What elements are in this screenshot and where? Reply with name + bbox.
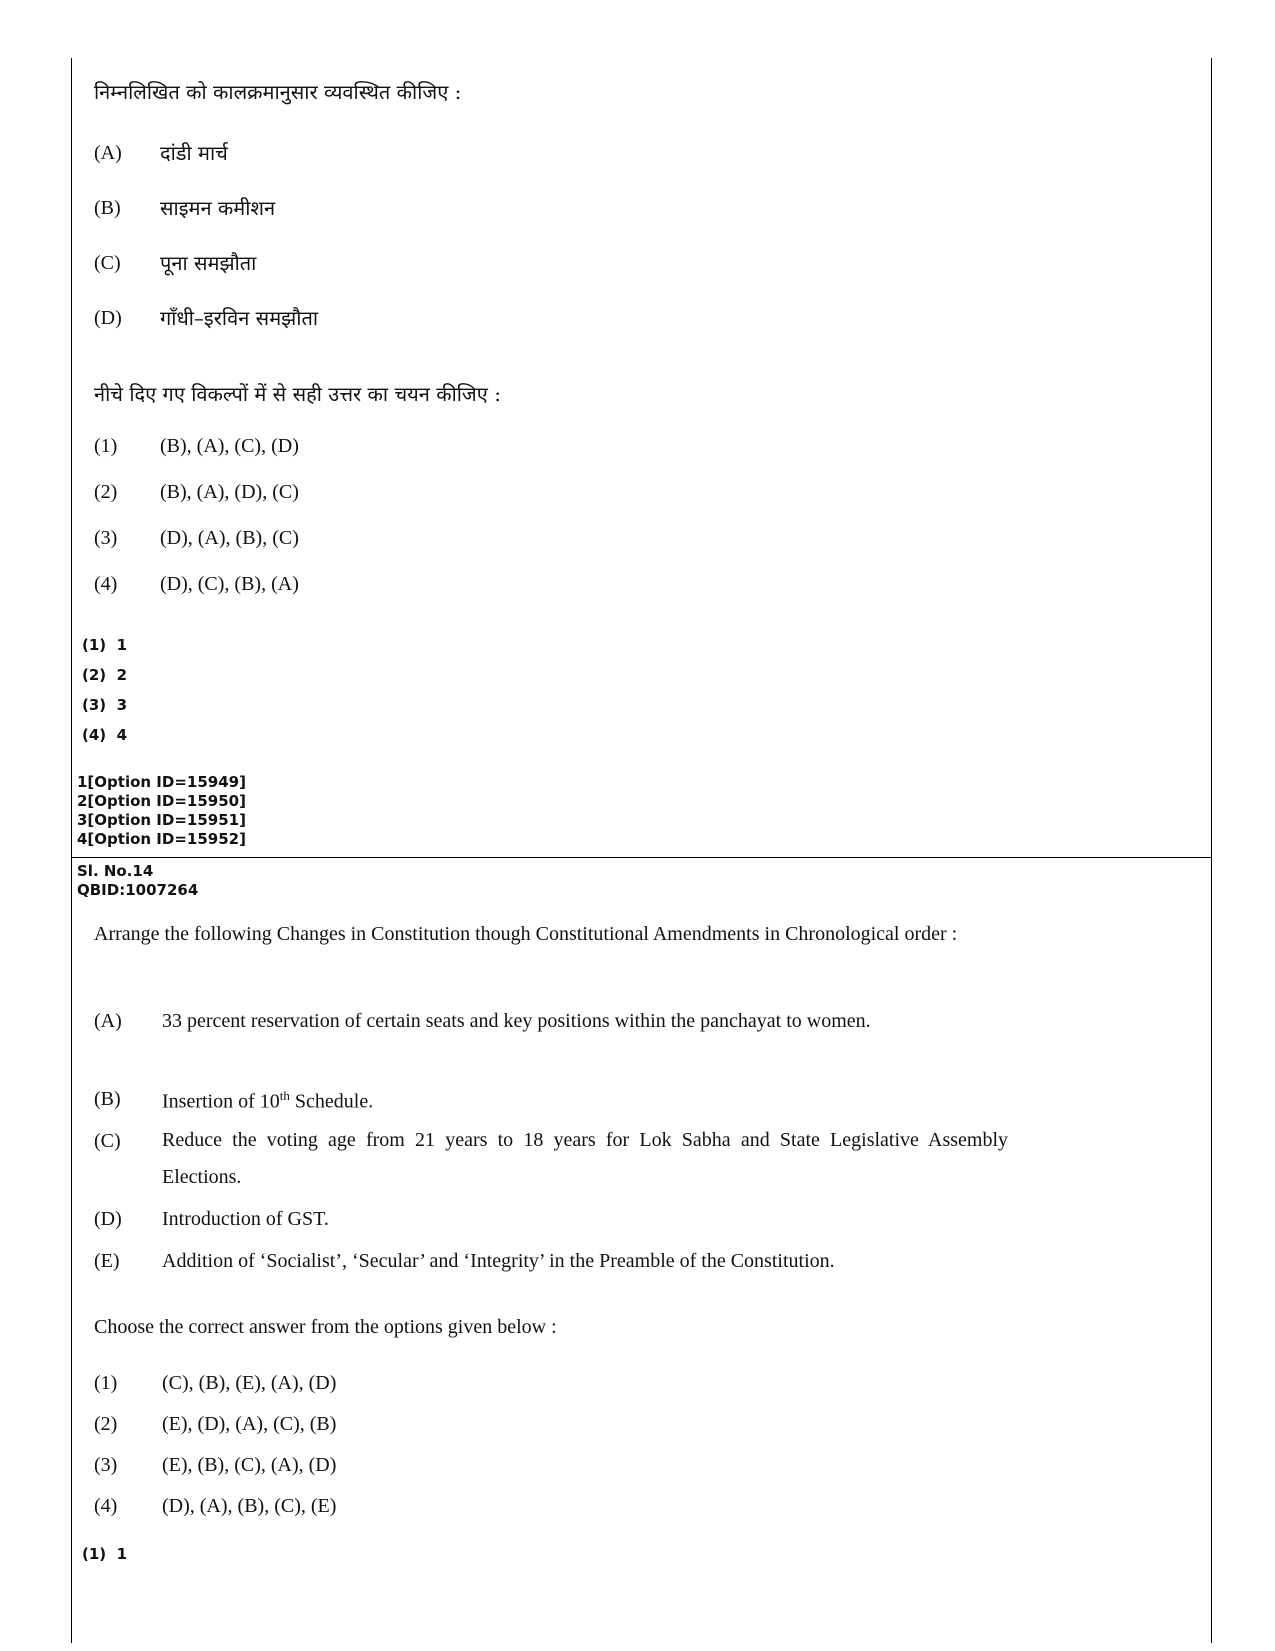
- q14-choice-text: (D), (A), (B), (C), (E): [162, 1495, 337, 1517]
- answer-value: 1: [116, 1545, 128, 1563]
- q14-stem: Arrange the following Changes in Constitution though Constitutional Amendments in Chronological order :: [94, 923, 958, 945]
- q13-item-text: साइमन कमीशन: [160, 196, 276, 220]
- answer-value: 2: [116, 666, 128, 684]
- option-id: 3[Option ID=15951]: [77, 811, 246, 829]
- q13-choice-text: (B), (A), (D), (C): [160, 481, 299, 503]
- q13-item-text: पूना समझौता: [160, 251, 257, 275]
- q14-answer-option[interactable]: [82, 1545, 127, 1563]
- right-border-line: [1211, 58, 1212, 1643]
- qbid: QBID:1007264: [77, 881, 199, 899]
- q14-item-text-part: Insertion of 10: [162, 1090, 280, 1113]
- q13-answer-option[interactable]: [82, 696, 127, 714]
- q14-item-text: 33 percent reservation of certain seats and key positions within the panchayat to women.: [162, 1010, 871, 1032]
- question-divider: [71, 857, 1212, 858]
- q14-item-text-part: Schedule.: [289, 1090, 374, 1113]
- q13-stem: निम्नलिखित को कालक्रमानुसार व्यवस्थित कीजिए :: [94, 80, 462, 104]
- left-border-line: [71, 58, 72, 1643]
- q14-choice-text: (C), (B), (E), (A), (D): [162, 1372, 337, 1394]
- q14-item-label: (C): [94, 1130, 121, 1152]
- q14-item-text: Addition of ‘Socialist’, ‘Secular’ and ‘Integrity’ in the Preamble of the Constitution.: [162, 1250, 835, 1272]
- q13-choice-text: (B), (A), (C), (D): [160, 435, 299, 457]
- answer-value: 1: [116, 636, 128, 654]
- q14-choice-label: (1): [94, 1372, 118, 1394]
- q14-item-text: Reduce the voting age from 21 years to 18 years for Lok Sabha and State Legislative Assembly Elections.: [162, 1129, 1008, 1188]
- answer-label: (4): [82, 726, 107, 744]
- q13-item-label: (B): [94, 197, 121, 219]
- option-id: 1[Option ID=15949]: [77, 773, 246, 791]
- q13-answer-option[interactable]: [82, 726, 127, 744]
- answer-label: (2): [82, 666, 107, 684]
- q14-item-text: Introduction of GST.: [162, 1208, 329, 1230]
- answer-label: (1): [82, 636, 107, 654]
- option-id-list: [77, 773, 246, 849]
- q14-item-label: (B): [94, 1088, 121, 1110]
- superscript: th: [279, 1088, 290, 1103]
- q14-choice-text: (E), (D), (A), (C), (B): [162, 1413, 337, 1435]
- q13-choice-label: (4): [94, 573, 118, 595]
- q13-item-label: (D): [94, 307, 122, 329]
- q14-item-label: (E): [94, 1250, 120, 1272]
- q14-item-label: (A): [94, 1010, 122, 1032]
- q13-choice-label: (3): [94, 527, 118, 549]
- q14-item-text: [162, 1088, 373, 1114]
- q13-instruction: नीचे दिए गए विकल्पों में से सही उत्तर का चयन कीजिए :: [94, 382, 501, 406]
- q13-item-text: गाँधी–इरविन समझौता: [160, 306, 319, 330]
- q14-choice-label: (3): [94, 1454, 118, 1476]
- q13-answer-option[interactable]: [82, 666, 127, 684]
- option-id: 2[Option ID=15950]: [77, 792, 246, 810]
- q14-choice-label: (4): [94, 1495, 118, 1517]
- q13-item-text: दांडी मार्च: [160, 141, 228, 165]
- q14-instruction: Choose the correct answer from the options given below :: [94, 1316, 557, 1338]
- q14-item-label: (D): [94, 1208, 122, 1230]
- answer-value: 3: [116, 696, 128, 714]
- answer-label: (1): [82, 1545, 107, 1563]
- q13-answer-option[interactable]: [82, 636, 127, 654]
- q14-choice-text: (E), (B), (C), (A), (D): [162, 1454, 337, 1476]
- option-id: 4[Option ID=15952]: [77, 830, 246, 848]
- answer-value: 4: [116, 726, 128, 744]
- answer-label: (3): [82, 696, 107, 714]
- q13-choice-label: (1): [94, 435, 118, 457]
- q13-choice-label: (2): [94, 481, 118, 503]
- q13-choice-text: (D), (A), (B), (C): [160, 527, 299, 549]
- q14-choice-label: (2): [94, 1413, 118, 1435]
- serial-number: Sl. No.14: [77, 862, 154, 880]
- q13-choice-text: (D), (C), (B), (A): [160, 573, 299, 595]
- q13-item-label: (C): [94, 252, 121, 274]
- q13-item-label: (A): [94, 142, 122, 164]
